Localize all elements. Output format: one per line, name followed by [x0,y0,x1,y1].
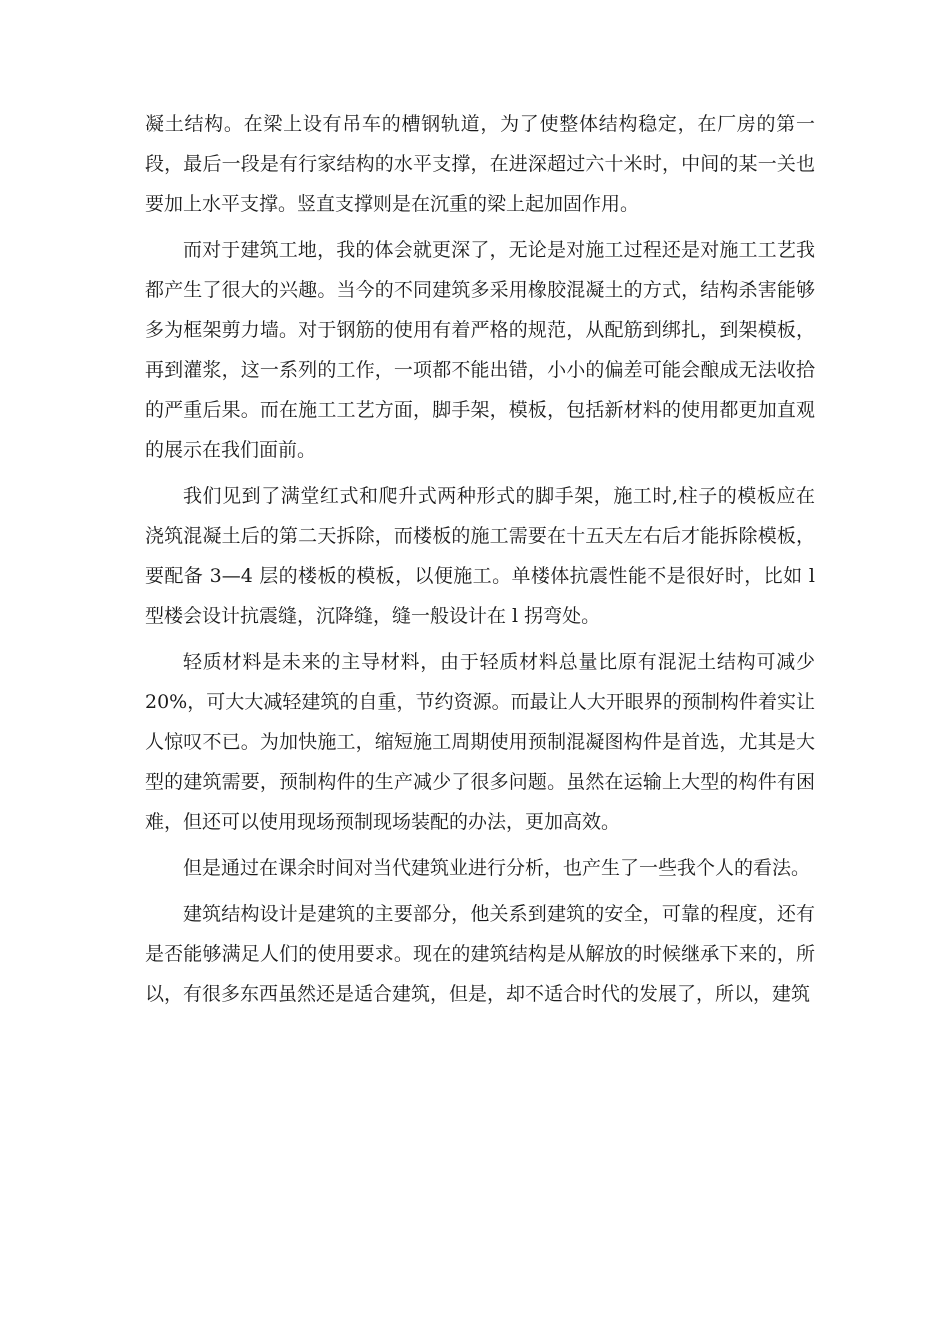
paragraph-2: 而对于建筑工地，我的体会就更深了，无论是对施工过程还是对施工工艺我都产生了很大的兴趣。当今的不同建筑多采用橡胶混凝土的方式，结构杀害能够多为框架剪力墙。对于钢筋的使用有着严格的规范，从配筋到绑扎，到架模板，再到灌浆，这一系列的工作，一项都不能出错，小小的偏差可能会酿成无法收拾的严重后果。而在施工工艺方面，脚手架，模板，包括新材料的使用都更加直观的展示在我们面前。 [145,239,815,461]
paragraph-6: 建筑结构设计是建筑的主要部分，他关系到建筑的安全，可靠的程度，还有是否能够满足人们的使用要求。现在的建筑结构是从解放的时候继承下来的，所以，有很多东西虽然还是适合建筑，但是，却不适合时代的发展了，所以，建筑 [145,903,815,1005]
paragraph-3: 我们见到了满堂红式和爬升式两种形式的脚手架，施工时,柱子的模板应在浇筑混凝土后的第二天拆除，而楼板的施工需要在十五天左右后才能拆除模板，要配备 3—4 层的楼板的模板，以便施工。单楼体抗震性能不是很好时，比如 l 型楼会设计抗震缝，沉降缝，缝一般设计在 l 拐弯处。 [145,485,815,627]
paragraph-1: 凝土结构。在梁上设有吊车的槽钢轨道，为了使整体结构稳定，在厂房的第一段，最后一段是有行家结构的水平支撑，在进深超过六十米时，中间的某一关也要加上水平支撑。竖直支撑则是在沉重的梁上起加固作用。 [145,113,815,215]
paragraph-5: 但是通过在课余时间对当代建筑业进行分析，也产生了一些我个人的看法。 [183,857,811,879]
document-body [145,104,815,1020]
paragraph-4: 轻质材料是未来的主导材料，由于轻质材料总量比原有混泥土结构可减少 20%，可大大减轻建筑的自重，节约资源。而最让人大开眼界的预制构件着实让人惊叹不已。为加快施工，缩短施工周期使用预制混凝图构件是首选，尤其是大型的建筑需要，预制构件的生产减少了很多问题。虽然在运输上大型的构件有困难，但还可以使用现场预制现场装配的办法，更加高效。 [145,651,815,833]
